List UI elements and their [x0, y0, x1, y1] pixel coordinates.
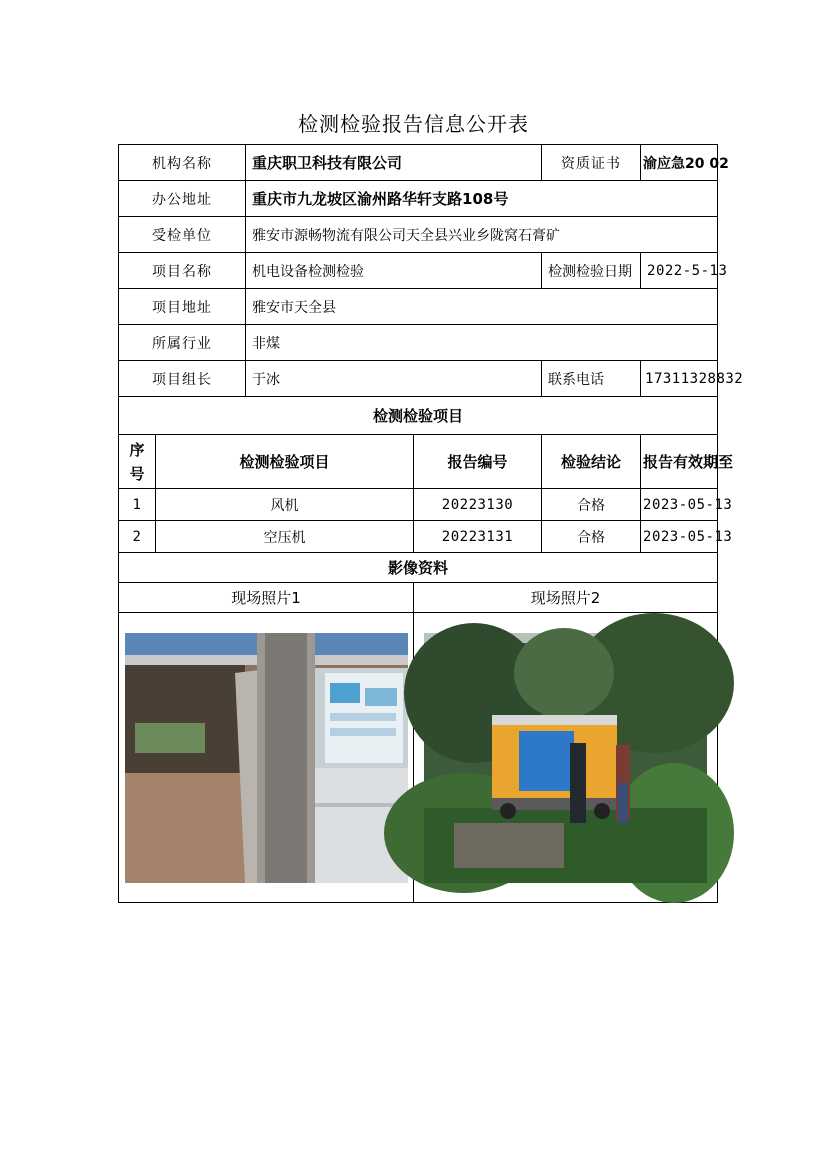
row-report-no: 20223131	[414, 521, 542, 553]
media-section-title: 影像资料	[119, 553, 718, 583]
site-photo-2	[424, 633, 707, 883]
addr-label: 办公地址	[119, 181, 246, 217]
phone-value: 17311328832	[641, 361, 718, 397]
date-label: 检测检验日期	[542, 253, 641, 289]
items-section-row	[119, 397, 718, 435]
row-valid-until: 2023-05-13	[641, 489, 718, 521]
row-item: 空压机	[156, 521, 414, 553]
industry-value: 非煤	[246, 325, 718, 361]
site-value: 雅安市天全县	[246, 289, 718, 325]
row-seq: 2	[119, 521, 156, 553]
header-valid-until: 报告有效期至	[641, 435, 718, 489]
photo1-label: 现场照片1	[119, 583, 414, 613]
photo-row	[119, 613, 718, 903]
photo2-label: 现场照片2	[414, 583, 718, 613]
row-valid-until: 2023-05-13	[641, 521, 718, 553]
row-client	[119, 217, 718, 253]
header-item: 检测检验项目	[156, 435, 414, 489]
media-section-row	[119, 553, 718, 583]
row-site	[119, 289, 718, 325]
phone-label: 联系电话	[542, 361, 641, 397]
photo2-cell	[414, 613, 718, 903]
photo-label-row	[119, 583, 718, 613]
row-conclusion: 合格	[542, 489, 641, 521]
leader-value: 于冰	[246, 361, 542, 397]
leader-label: 项目组长	[119, 361, 246, 397]
industry-label: 所属行业	[119, 325, 246, 361]
items-header-row	[119, 435, 718, 489]
row-org	[119, 145, 718, 181]
qual-value: 渝应急20 02	[641, 145, 718, 181]
site-photo-1	[125, 633, 408, 883]
row-project	[119, 253, 718, 289]
client-value: 雅安市源畅物流有限公司天全县兴业乡陇窝石膏矿	[246, 217, 718, 253]
header-conclusion: 检验结论	[542, 435, 641, 489]
row-conclusion: 合格	[542, 521, 641, 553]
org-value: 重庆职卫科技有限公司	[246, 145, 542, 181]
row-industry	[119, 325, 718, 361]
header-report-no: 报告编号	[414, 435, 542, 489]
header-seq: 序号	[119, 435, 156, 489]
info-table	[118, 144, 744, 903]
qual-label: 资质证书	[542, 145, 641, 181]
photo1-cell	[119, 613, 414, 903]
row-item: 风机	[156, 489, 414, 521]
date-value: 2022-5-13	[641, 253, 718, 289]
row-seq: 1	[119, 489, 156, 521]
row-report-no: 20223130	[414, 489, 542, 521]
page-title: 检测检验报告信息公开表	[298, 112, 529, 136]
row-leader	[119, 361, 718, 397]
site-label: 项目地址	[119, 289, 246, 325]
table-row	[119, 521, 718, 553]
client-label: 受检单位	[119, 217, 246, 253]
project-label: 项目名称	[119, 253, 246, 289]
org-label: 机构名称	[119, 145, 246, 181]
row-address	[119, 181, 718, 217]
items-section-title: 检测检验项目	[119, 397, 718, 435]
addr-value: 重庆市九龙坡区渝州路华轩支路108号	[246, 181, 718, 217]
table-row	[119, 489, 718, 521]
project-value: 机电设备检测检验	[246, 253, 542, 289]
